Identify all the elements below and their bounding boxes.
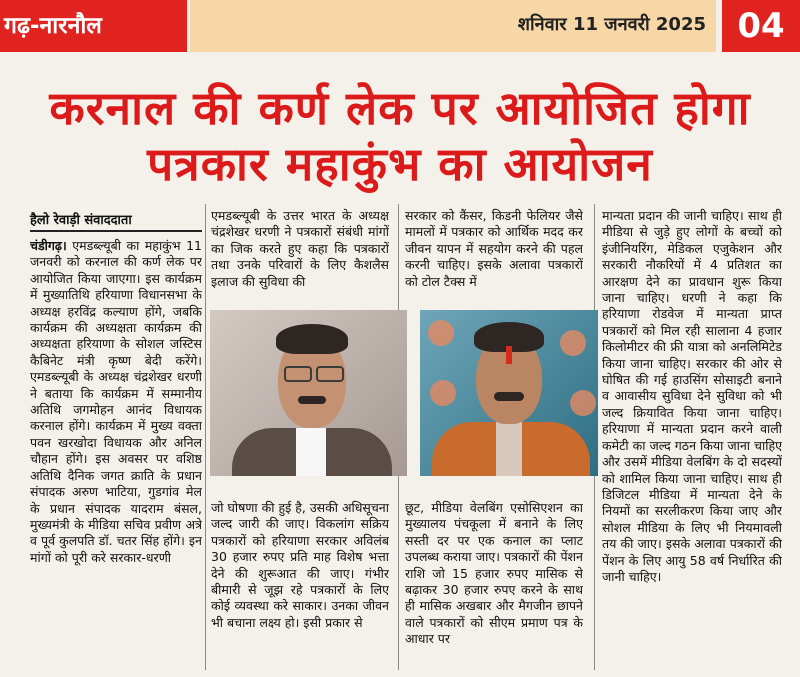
- section-label: गढ़-नारनौल: [0, 0, 187, 52]
- headline-line-1: करनाल की कर्ण लेक पर आयोजित होगा: [49, 81, 751, 135]
- article-column-1: [30, 238, 202, 668]
- glasses-right: [316, 366, 344, 382]
- person-figure: [420, 310, 598, 476]
- portrait-photo-left: [210, 310, 407, 476]
- article-column-2-bottom: जो घोषणा की हुई है, उसकी अधिसूचना जल्द जारी की जाए। विकलांग सक्रिय पत्रकारों को हरियाणा सरकार अविलंब 30 हजार रुपए प्रति माह विशेष भत्ता देने की शुरूआत की जाए। गंभीर बीमारी से जूझ रहे पत्रकारों के लिए कोई व्यवस्था करे साकार। उनका जीवन भी बचाना लक्ष्य हो। इसी प्रकार से: [211, 500, 389, 630]
- mustache: [494, 392, 524, 401]
- article-text: एमडब्ल्यूबी का महाकुंभ 11 जनवरी को करनाल की कर्ण लेक पर आयोजित किया जाएगा। इस कार्यक्रम में मुख्यातिथि हरियाणा विधानसभा के अध्यक्ष हरविंद्र कल्याण होंगे, जबकि कार्यक्रम की अध्यक्षता कार्यक्रम की अध्यक्षता हरियाणा के सोशल जस्टिस कैबिनेट मंत्री कृष्ण बेदी करेंगे। एमडब्ल्यूबी के अध्यक्ष चंद्रशेखर धरणी ने बताया कि कार्यक्रम में सम्मानीय अतिथि जगमोहन आनंद विधायक करनाल होंगे। कार्यक्रम में मुख्य वक्ता पवन खरखोदा विधायक और अनिल चौहान होंगे। इस अवसर पर वशिष्ठ अतिथि दैनिक जगत क्राति के प्रधान संपादक अरुण भाटिया, गुडगांव मेल के प्रधान संपादक यादराम बंसल, मुख्यमंत्री के मीडिया सचिव प्रवीण अत्रे व पूर्व कुलपति डॉ. चतर सिंह होंगे। इन मांगों को पूरी करे सरकार-धरणी: [30, 238, 202, 565]
- column-divider: [205, 204, 206, 670]
- shirt-collar: [296, 428, 326, 476]
- portrait-photo-right: [420, 310, 598, 476]
- article-column-3-bottom: छूट, मीडिया वेलबिंग एसोसिएशन का मुख्यालय पंचकूला में बनाने के लिए सस्ती दर पर एक कनाल का प्लाट उपलब्ध कराया जाए। पत्रकारों की पेंशन राशि जो 15 हजार रुपए मासिक से बढ़ाकर 30 हजार रुपए करने के साथ ही मासिक अखबार और मैगजीन छापने वाले पत्रकारों को सीएम प्रमाण पत्र के आधार पर: [405, 500, 583, 647]
- article-column-4: मान्यता प्रदान की जानी चाहिए। साथ ही मीडिया से जुड़े हुए लोगों के बच्चों को इंजीनियरिंग, मेडिकल एजुकेशन और सरकारी नौकरियों में 4 प्रतिशत का आरक्षण देने का प्रावधान शुरू किया जाना चाहिए। धरणी ने कहा कि हरियाणा रोडवेज में मान्यता प्राप्त पत्रकारों को मिल रही सालाना 4 हजार किलोमीटर की फ्री यात्रा को अनलिमिटेड किया जाना चाहिए। सरकार की ओर से घोषित की गई हाउसिंग सोसाइटी बनाने व आवासीय सुविधा देने सुविधा को भी जल्द क्रियावित किया जाना चाहिए। हरियाणा में मान्यता प्रदान करने वाली कमेटी का जल्द गठन किया जाना चाहिए और उसमें मीडिया वेलबिंग के दो सदस्यों को शामिल किया जाना चाहिए। साथ ही डिजिटल मीडिया में मान्यता देने के नियमों का सरलीकरण किया जाए और सोशल मीडिया के लिए भी नियमावली तय की जाए। इसके अलावा पत्रकारों की पेंशन के लिए आयु 58 वर्ष निर्धारित की जानी चाहिए।: [602, 208, 782, 584]
- article-column-2-top: एमडब्ल्यूबी के उत्तर भारत के अध्यक्ष चंद्रशेखर धरणी ने पत्रकारों संबंधी मांगों का जिक करते हुए कहा कि पत्रकारों तथा उनके परिवारों के लिए कैशलैस इलाज की सुविधा की: [211, 208, 389, 289]
- mustache: [298, 396, 326, 404]
- page-header: [0, 0, 800, 58]
- tilak-mark: [506, 346, 512, 364]
- hair: [276, 324, 348, 354]
- byline: हैलो रेवाड़ी संवाददाता: [30, 210, 202, 232]
- issue-date: शनिवार 11 जनवरी 2025: [517, 14, 706, 35]
- glasses-left: [284, 366, 312, 382]
- shirt: [496, 422, 522, 476]
- headline-line-2: पत्रकार महाकुंभ का आयोजन: [147, 137, 653, 191]
- page-number: 04: [722, 0, 800, 52]
- headline: [0, 80, 800, 192]
- person-figure: [210, 310, 407, 476]
- dateline: चंडीगढ़।: [30, 238, 67, 253]
- article-column-3-top: सरकार को कैंसर, किडनी फेलियर जैसे मामलों में पत्रकार को आर्थिक मदद कर जीवन यापन में सहयोग करने की पहल करनी चाहिए। इसके अलावा पत्रकारों को टोल टैक्स में: [405, 208, 583, 289]
- date-strip: [190, 0, 716, 52]
